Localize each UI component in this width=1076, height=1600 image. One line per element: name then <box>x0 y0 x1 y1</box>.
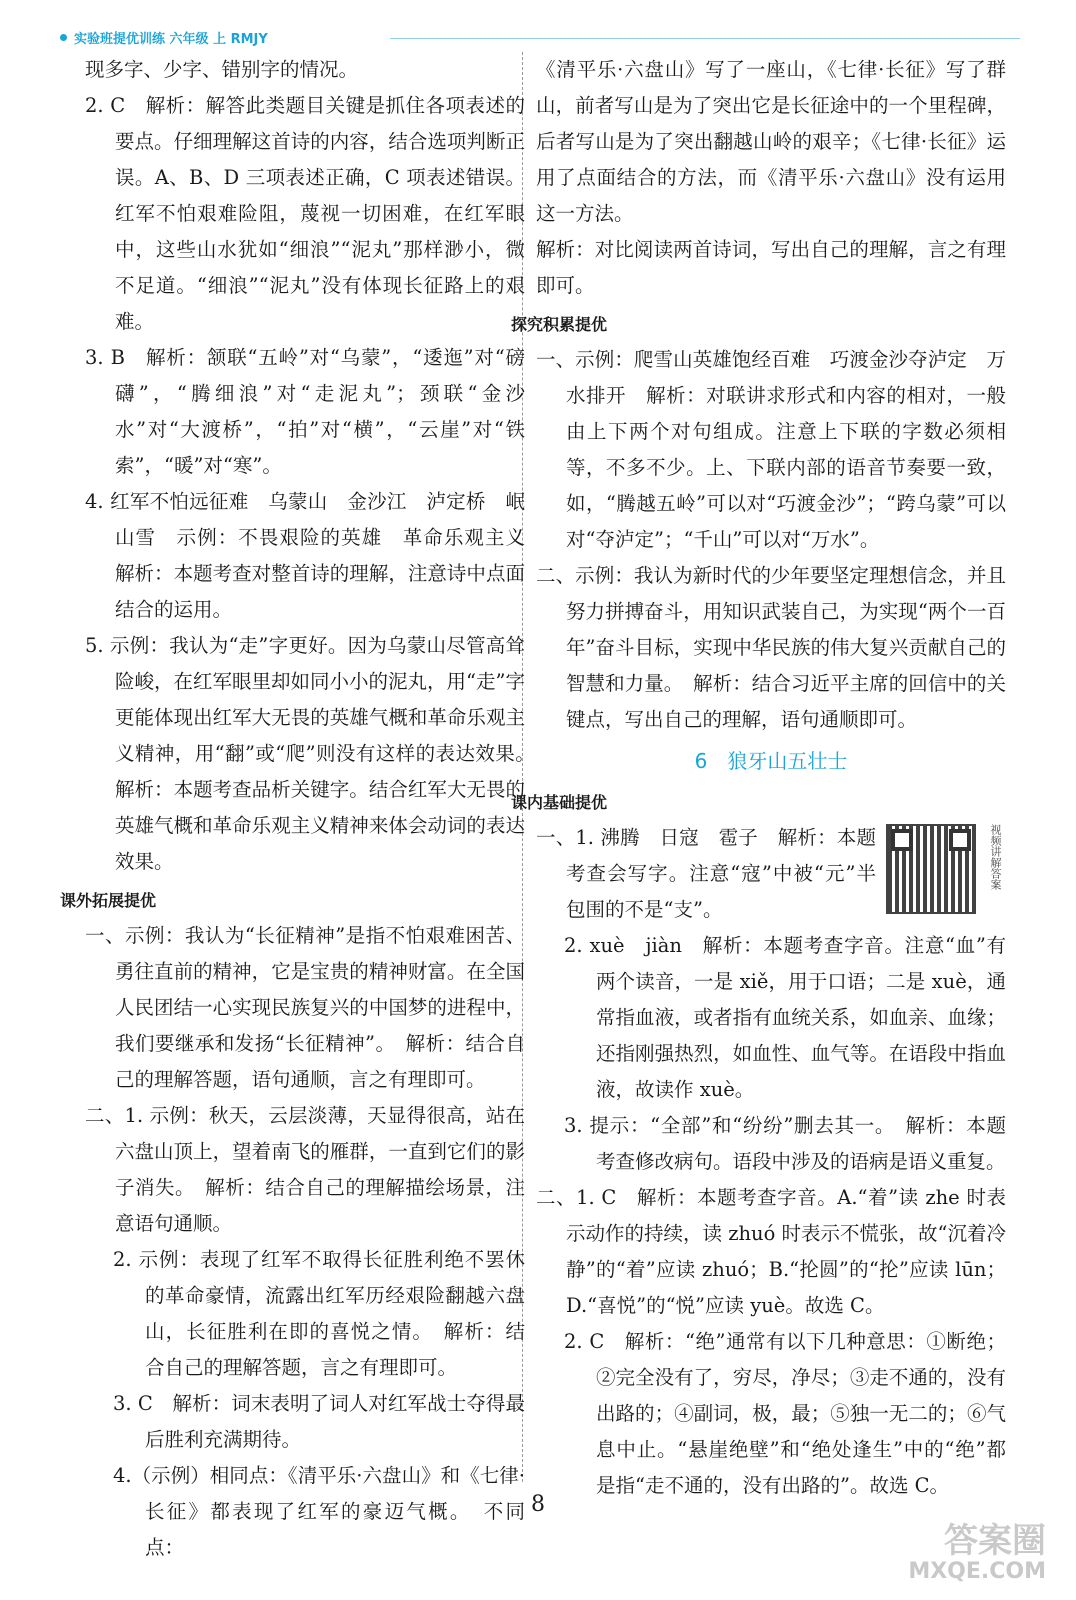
header-dot-icon <box>60 34 67 41</box>
answer-paragraph: 4.（示例）相同点：《清平乐·六盘山》和《七律·长征》都表现了红军的豪迈气概。 不同点： <box>113 1464 525 1559</box>
section-heading: 课外拓展提优 <box>60 891 157 910</box>
answer-paragraph: 二、1. 示例：秋天，云层淡薄，天显得很高，站在六盘山顶上，望着南飞的雁群，一直到它们的影子消失。 解析：结合自己的理解描绘场景，注意语句通顺。 <box>85 1104 525 1235</box>
answer-paragraph: 2. xuè jiàn 解析：本题考查字音。注意“血”有两个读音，一是 xiě，用于口语；二是 xuè，通常指血液，或者指有血统关系，如血亲、血缘；还指刚强热烈，如血性、血气等。在语段中指血液，故读作 xuè。 <box>564 934 1006 1101</box>
header-rule <box>390 38 1020 39</box>
watermark-url: MXQE.COM <box>908 1559 1046 1584</box>
qr-caption: 视频讲解答案 <box>989 824 1002 890</box>
right-column-bottom <box>536 820 1006 1504</box>
answer-paragraph: 3. C 解析：词末表明了词人对红军战士夺得最后胜利充满期待。 <box>113 1392 525 1451</box>
answer-paragraph: 2. 示例：表现了红军不取得长征胜利绝不罢休的革命豪情，流露出红军历经艰险翻越六盘山，长征胜利在即的喜悦之情。 解析：结合自己的理解答题，言之有理即可。 <box>113 1248 525 1379</box>
lesson-title: 6 狼牙山五壮士 <box>694 749 848 773</box>
watermark-logo: 答案圈 <box>944 1521 1046 1561</box>
answer-paragraph: 2. C 解析：解答此类题目关键是抓住各项表述的要点。仔细理解这首诗的内容，结合选项判断正误。A、B、D 三项表述正确，C 项表述错误。红军不怕艰难险阻，蔑视一切困难，在红军眼中，这些山水犹如“细浪”“泥丸”那样渺小，微不足道。“细浪”“泥丸”没有体现长征路上的艰难。 <box>85 94 525 333</box>
qr-code-icon <box>886 824 976 914</box>
left-column <box>60 52 545 1566</box>
answer-paragraph: 2. C 解析：“绝”通常有以下几种意思：①断绝；②完全没有了，穷尽，净尽；③走不通的，没有出路的；④副词，极，最；⑤独一无二的；⑥气息中止。“悬崖绝壁”和“绝处逢生”中的“绝”都是指“走不通的，没有出路的”。故选 C。 <box>564 1330 1006 1497</box>
answer-paragraph: 二、示例：我认为新时代的少年要坚定理想信念，并且努力拼搏奋斗，用知识武装自己，为实现“两个一百年”奋斗目标，实现中华民族的伟大复兴贡献自己的智慧和力量。 解析：结合习近平主席的回信中的关键点，写出自己的理解，语句通顺即可。 <box>536 564 1006 731</box>
answer-paragraph: 《清平乐·六盘山》写了一座山，《七律·长征》写了群山，前者写山是为了突出它是长征途中的一个里程碑，后者写山是为了突出翻越山岭的艰辛；《七律·长征》运用了点面结合的方法，而《清平乐·六盘山》没有运用这一方法。 <box>536 58 1006 225</box>
page-number: 8 <box>531 1492 545 1517</box>
answer-paragraph: 一、示例：我认为“长征精神”是指不怕艰难困苦、勇往直前的精神，它是宝贵的精神财富。在全国人民团结一心实现民族复兴的中国梦的进程中，我们要继承和发扬“长征精神”。 解析：结合自己的理解答题，语句通顺，言之有理即可。 <box>85 924 525 1091</box>
answer-paragraph: 3. 提示：“全部”和“纷纷”删去其一。 解析：本题考查修改病句。语段中涉及的语病是语义重复。 <box>564 1114 1006 1173</box>
answer-paragraph: 一、示例：爬雪山英雄饱经百难 巧渡金沙夺泸定 万水排开 解析：对联讲求形式和内容的相对，一般由上下两个对句组成。注意上下联的字数必须相等，不多不少。上、下联内部的语音节奏要一致，如，“腾越五岭”可以对“巧渡金沙”；“跨乌蒙”可以对“夺泸定”；“千山”可以对“万水”。 <box>536 348 1006 551</box>
qr-code[interactable] <box>886 824 1006 914</box>
answer-paragraph: 一、1. 沸腾 日寇 雹子 解析：本题考查会写字。注意“寇”中被“元”半包围的不是“支”。 <box>536 826 876 921</box>
answer-paragraph: 5. 示例：我认为“走”字更好。因为乌蒙山尽管高耸险峻，在红军眼里却如同小小的泥丸，用“走”字更能体现出红军大无畏的英雄气概和革命乐观主义精神，用“翻”或“爬”则没有这样的表达效果。 解析：本题考查品析关键字。结合红军大无畏的英雄气概和革命乐观主义精神来体会动词的表达效果。 <box>85 634 545 873</box>
right-column-top <box>511 52 1006 738</box>
answer-paragraph: 解析：对比阅读两首诗词，写出自己的理解，言之有理即可。 <box>536 238 1006 297</box>
right-column <box>511 52 1006 1504</box>
running-header <box>60 30 1020 46</box>
answer-paragraph: 3. B 解析：颔联“五岭”对“乌蒙”，“逶迤”对“磅礴”，“腾细浪”对“走泥丸”；颈联“金沙水”对“大渡桥”，“拍”对“横”，“云崖”对“铁索”，“暖”对“寒”。 <box>85 346 525 477</box>
section-heading-basic: 课内基础提优 <box>511 793 608 812</box>
answer-paragraph: 4. 红军不怕远征难 乌蒙山 金沙江 泸定桥 岷山雪 示例：不畏艰险的英雄 革命乐观主义 解析：本题考查对整首诗的理解，注意诗中点面结合的运用。 <box>85 490 545 621</box>
answer-paragraph: 现多字、少字、错别字的情况。 <box>85 58 359 81</box>
header-title: 实验班提优训练 六年级 上 RMJY <box>74 32 268 47</box>
watermark <box>908 1522 1046 1584</box>
section-heading: 探究积累提优 <box>511 315 608 334</box>
answer-paragraph: 二、1. C 解析：本题考查字音。A.“着”读 zhe 时表示动作的持续，读 zhuó 时表示不慌张，故“沉着冷静”的“着”应读 zhuó；B.“抡圆”的“抡”应读 lūn；D.“喜悦”的“悦”应读 yuè。故选 C。 <box>536 1186 1006 1317</box>
